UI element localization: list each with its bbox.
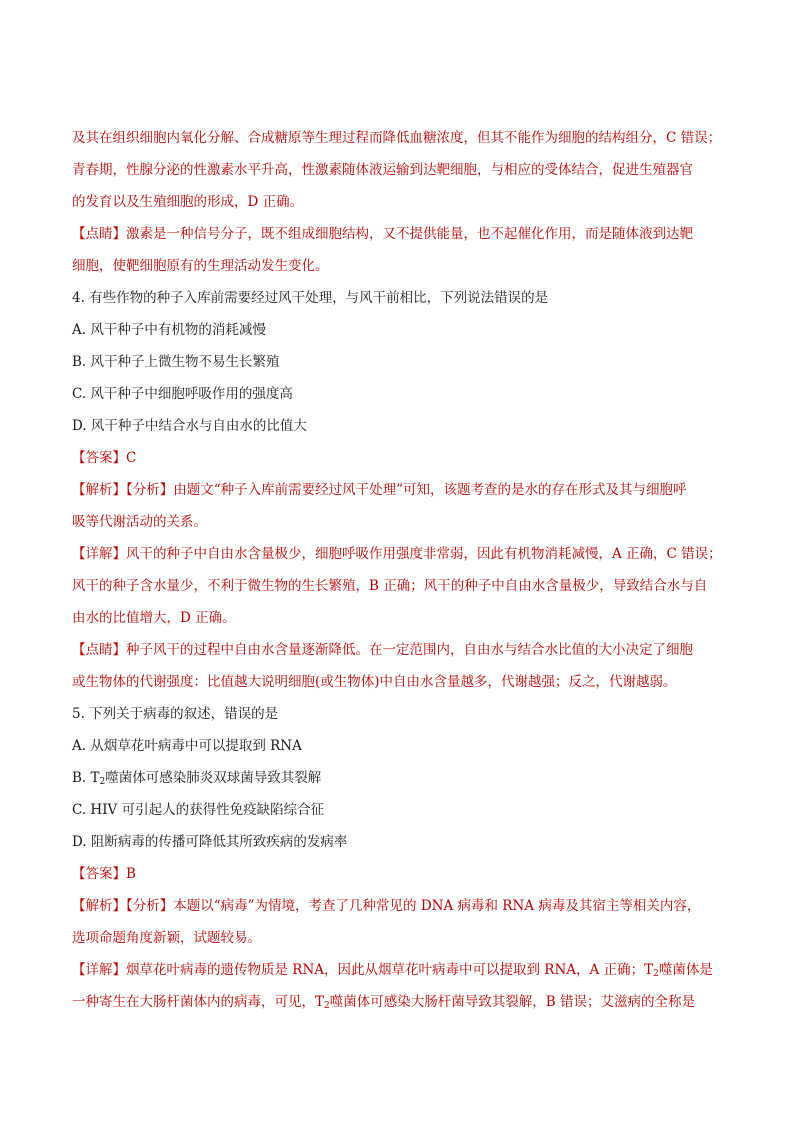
detail-text-cont: 噬菌体可感染大肠杆菌导致其裂解，B 错误；艾滋病的全称是 xyxy=(329,994,695,1010)
question-5-option-c: C. HIV 可引起人的获得性免疫缺陷综合征 xyxy=(72,802,325,818)
dianjing-paragraph-1 xyxy=(72,224,732,244)
subscript-2: 2 xyxy=(324,1001,330,1011)
detail-text: 风干的种子中自由水含量极少，细胞呼吸作用强度非常弱，因此有机物消耗减慢，A 正确，C 错误； xyxy=(126,546,722,562)
question-5-answer xyxy=(72,864,732,884)
question-4-detail-line-2: 风干的种子含水量少，不利于微生物的生长繁殖，B 正确；风干的种子中自由水含量极少，导致结合水与自 xyxy=(72,578,708,594)
question-4-stem: 4. 有些作物的种子入库前需要经过风干处理，与风干前相比，下列说法错误的是 xyxy=(72,290,549,306)
question-4-option-d: D. 风干种子中结合水与自由水的比值大 xyxy=(72,418,307,434)
question-4-detail xyxy=(72,544,732,564)
analysis-text: 由题文“种子入库前需要经过风干处理”可知，该题考查的是水的存在形式及其与细胞呼 xyxy=(173,482,687,498)
question-4-detail-line-3: 由水的比值增大，D 正确。 xyxy=(72,610,236,626)
question-5-analysis xyxy=(72,896,732,916)
detail-text: 烟草花叶病毒的遗传物质是 RNA，因此从烟草花叶病毒中可以提取到 RNA，A 正确；T xyxy=(126,962,654,978)
answer-label: 【答案】 xyxy=(72,450,126,466)
detail-text-cont: 噬菌体是 xyxy=(658,962,713,978)
dianjing-label: 【点睛】 xyxy=(72,642,126,658)
question-4-option-c: C. 风干种子中细胞呼吸作用的强度高 xyxy=(72,386,293,402)
question-5-option-d: D. 阻断病毒的传播可降低其所致疾病的发病率 xyxy=(72,834,348,850)
question-5-option-a: A. 从烟草花叶病毒中可以提取到 RNA xyxy=(72,738,302,754)
question-5-detail xyxy=(72,960,732,984)
question-4-option-b: B. 风干种子上微生物不易生长繁殖 xyxy=(72,354,280,370)
question-5-analysis-line-2: 选项命题角度新颖，试题较易。 xyxy=(72,930,261,946)
dianjing-label: 【点睛】 xyxy=(72,226,126,242)
detail-label: 【详解】 xyxy=(72,962,126,978)
question-5-option-b xyxy=(72,768,732,792)
option-b-text: 噬菌体可感染肺炎双球菌导致其裂解 xyxy=(105,770,322,786)
explanation-line-1: 及其在组织细胞内氧化分解、合成糖原等生理过程而降低血糖浓度，但其不能作为细胞的结构组分，C 错误； xyxy=(72,130,722,146)
subscript-2: 2 xyxy=(99,777,106,787)
analysis-label: 【解析】【分析】 xyxy=(72,898,174,914)
question-5-stem: 5. 下列关于病毒的叙述，错误的是 xyxy=(72,706,279,722)
question-4-analysis xyxy=(72,480,732,500)
detail-text: 一种寄生在大肠杆菌体内的病毒，可见，T xyxy=(72,994,325,1010)
analysis-text: 本题以“病毒”为情境，考查了几种常见的 DNA 病毒和 RNA 病毒及其宿主等相关内容， xyxy=(173,898,701,914)
dianjing-text: 激素是一种信号分子，既不组成细胞结构，又不提供能量，也不起催化作用，而是随体液到达靶 xyxy=(126,226,693,242)
question-4-analysis-line-2: 吸等代谢活动的关系。 xyxy=(72,514,207,530)
answer-label: 【答案】 xyxy=(72,866,126,882)
question-5-detail-line-2 xyxy=(72,992,732,1016)
question-4-dianjing xyxy=(72,640,732,660)
explanation-line-3: 的发育以及生殖细胞的形成，D 正确。 xyxy=(72,194,304,210)
question-4-dianjing-line-2: 或生物体的代谢强度：比值越大说明细胞(或生物体)中自由水含量越多，代谢越强；反之，代谢越弱。 xyxy=(72,674,677,690)
question-4-option-a: A. 风干种子中有机物的消耗减慢 xyxy=(72,322,266,338)
answer-value: B xyxy=(126,866,136,882)
option-b-prefix: B. T xyxy=(72,770,100,786)
dianjing-line-2: 细胞，使靶细胞原有的生理活动发生变化。 xyxy=(72,258,329,274)
question-4-answer xyxy=(72,448,732,468)
explanation-line-2: 青春期，性腺分泌的性激素水平升高，性激素随体液运输到达靶细胞，与相应的受体结合，促进生殖器官 xyxy=(72,162,693,178)
answer-value: C xyxy=(126,450,137,466)
detail-label: 【详解】 xyxy=(72,546,126,562)
subscript-2: 2 xyxy=(653,969,659,979)
analysis-label: 【解析】【分析】 xyxy=(72,482,174,498)
dianjing-text: 种子风干的过程中自由水含量逐渐降低。在一定范围内，自由水与结合水比值的大小决定了细胞 xyxy=(126,642,693,658)
